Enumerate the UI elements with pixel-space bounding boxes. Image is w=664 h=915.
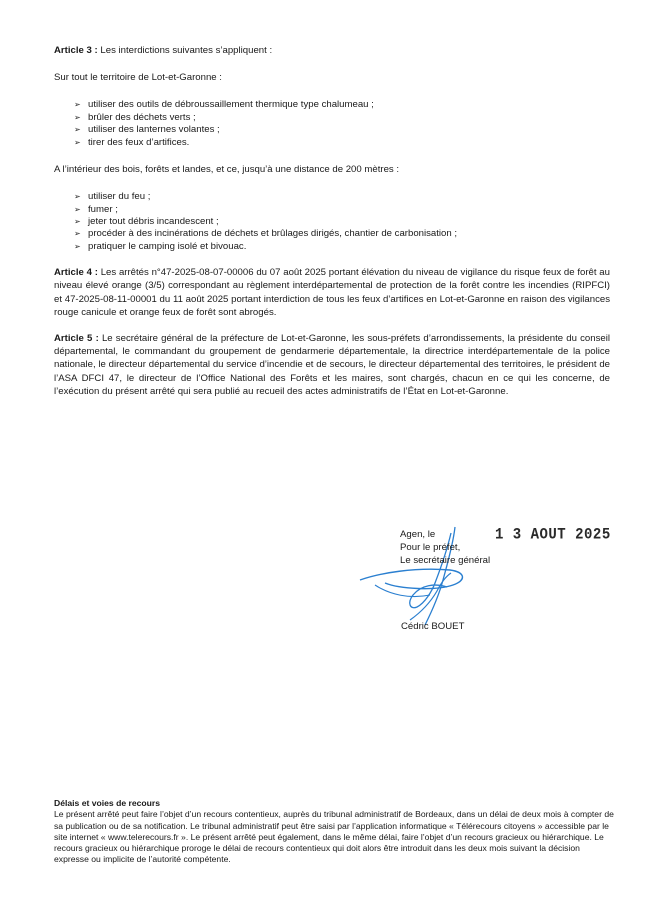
list-item: ➢ jeter tout débris incandescent ; xyxy=(74,216,219,228)
list-item: ➢ pratiquer le camping isolé et bivouac. xyxy=(74,240,247,252)
arrete-body xyxy=(54,44,610,398)
arrow-bullet-icon: ➢ xyxy=(74,100,81,110)
signature-block xyxy=(400,528,490,568)
appeal-notice xyxy=(54,798,614,866)
article-3-heading xyxy=(54,44,610,57)
forest-intro: A l’intérieur des bois, forêts et landes, et ce, jusqu’à une distance de 200 mètres : xyxy=(54,164,400,176)
article-5-paragraph xyxy=(54,332,610,398)
arrow-bullet-icon: ➢ xyxy=(74,229,81,239)
list-item: ➢ fumer ; xyxy=(74,203,118,215)
arrow-bullet-icon: ➢ xyxy=(74,125,81,135)
signature-role: Le secrétaire général xyxy=(400,555,491,567)
appeal-text: Le présent arrêté peut faire l’objet d’un recours contentieux, auprès du tribunal administratif de Bordeaux, dans un délai de deux mois à compter de sa publication ou de sa notification. Le tribunal administratif peut être saisi par l’application informatique « Télérecours citoyens » accessible par le site internet « www.telerecours.fr ». Le présent arrêté peut également, dans le même délai, faire l’objet d’un recours gracieux ou hiérarchique. Le recours gracieux ou hiérarchique proroge le délai de recours contentieux qui doit alors être introduit dans les deux mois suivant la décision expresse ou implicite de l’autorité compétente. xyxy=(54,809,614,865)
list-item: ➢ procéder à des incinérations de déchets et brûlages dirigés, chantier de carbonisation ; xyxy=(74,228,458,240)
arrow-bullet-icon: ➢ xyxy=(74,192,81,202)
signature-place: Agen, le xyxy=(400,529,436,540)
signature-for-prefect: Pour le préfet, xyxy=(400,542,461,554)
article-4-text: Les arrêtés n°47-2025-08-07-00006 du 07 août 2025 portant élévation du niveau de vigilance du risque feux de forêt au niveau élevé orange (3/5) correspondant au règlement interdépartemental de protection de la forêt contre les incendies (RIPFCI) et 47-2025-08-11-00001 du 11 août 2025 portant interdiction de tous les feux d’artifices en Lot-et-Garonne en raison des vigilances rouge canicule et orange feux de forêt sont abrogés. xyxy=(54,267,610,318)
list-item: ➢ utiliser des outils de débroussaillement thermique type chalumeau ; xyxy=(74,99,374,111)
arrow-bullet-icon: ➢ xyxy=(74,217,81,227)
arrow-bullet-icon: ➢ xyxy=(74,204,81,214)
arrow-bullet-icon: ➢ xyxy=(74,241,81,251)
article-3-text: Les interdictions suivantes s’appliquent : xyxy=(97,45,273,56)
list-item: ➢ utiliser du feu ; xyxy=(74,191,151,203)
signatory-name: Cédric BOUET xyxy=(401,621,465,632)
appeal-title: Délais et voies de recours xyxy=(54,798,161,808)
date-stamp: 1 3 AOUT 2025 xyxy=(495,525,611,545)
territory-intro: Sur tout le territoire de Lot-et-Garonne : xyxy=(54,72,222,84)
territory-list xyxy=(54,99,610,149)
list-item: ➢ brûler des déchets verts ; xyxy=(74,111,196,123)
article-5-label: Article 5 : xyxy=(54,333,99,345)
article-3-label: Article 3 : xyxy=(54,45,98,56)
article-4-paragraph xyxy=(54,266,610,319)
forest-list xyxy=(54,191,610,253)
article-5-text: Le secrétaire général de la préfecture de Lot-et-Garonne, les sous-préfets d’arrondissements, la présidente du conseil départemental, le commandant du groupement de gendarmerie départementale, la directrice interdépartementale de la police nationale, le directeur départemental du service d’incendie et de secours, le directeur départemental des territoires, le président de l’ASA DFCI 47, le directeur de l’Office National des Forêts et les maires, sont chargés, chacun en ce qui les concerne, de l’exécution du présent arrêté qui sera publié au recueil des actes administratifs de l’État en Lot-et-Garonne. xyxy=(54,333,610,397)
arrow-bullet-icon: ➢ xyxy=(74,112,81,122)
article-4-label: Article 4 : xyxy=(54,267,98,279)
list-item: ➢ tirer des feux d’artifices. xyxy=(74,136,190,148)
list-item: ➢ utiliser des lanternes volantes ; xyxy=(74,124,220,136)
arrow-bullet-icon: ➢ xyxy=(74,137,81,147)
